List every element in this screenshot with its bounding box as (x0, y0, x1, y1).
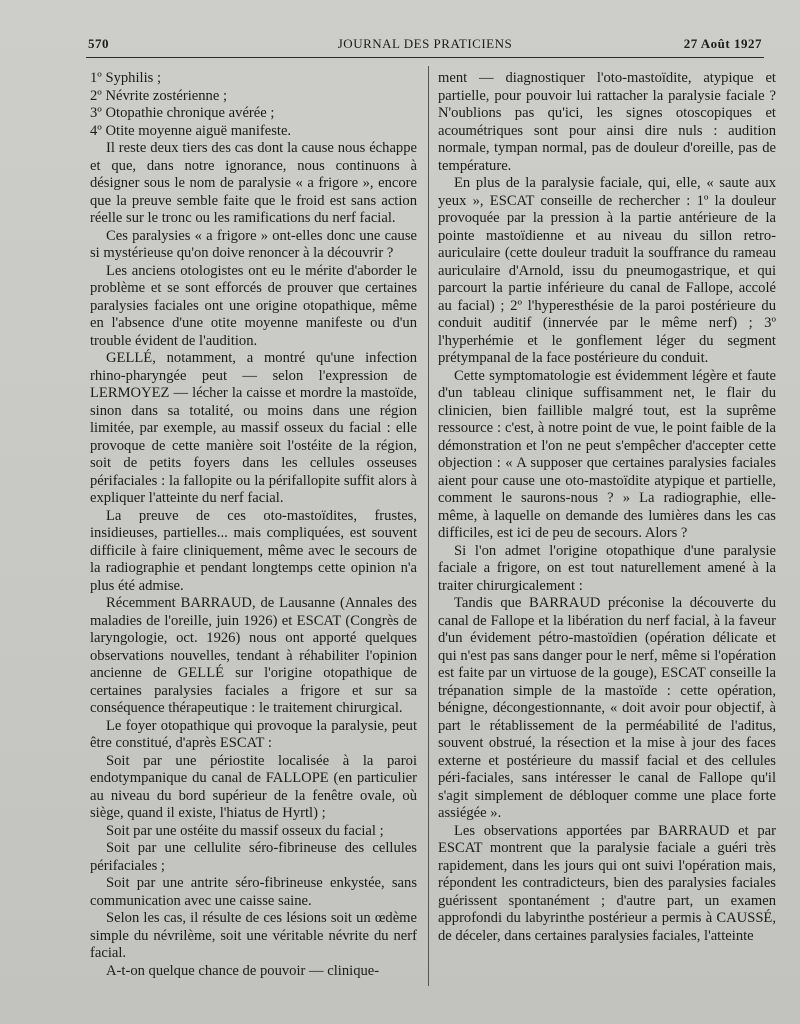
paragraph: Cette symptomatologie est évidemment légère et faute d'un tableau clinique suffisamment net, le flair du clinicien, bien faillible malgré tout, est la suprême ressource : c'est, à notre point de vue, le point faible de la démonstration et l'on ne peut s'empêcher d'accepter cette objection : « A supposer que certaines paralysies faciales aient pour cause une oto-mastoïdite atypique et partielle, comment le saurons-nous ? » La radiographie, elle-même, à laquelle on demande des lumières dans les cas difficiles, est ici de peu de secours. Alors ? (438, 367, 776, 541)
left-column (90, 70, 417, 980)
paragraph: Tandis que BARRAUD préconise la découverte du canal de Fallope et la libération du nerf facial, à la faveur d'un évidement pétro-mastoïdien (opération délicate et qui n'est pas sans danger pour le nerf, même si l'opération est faite par un virtuose de la gouge), ESCAT conseille la trépanation simple de la mastoïde : cette opération, bénigne, décongestionnante, « doit avoir pour objectif, à part le rétablissement de la perméabilité de l'aditus, souvent obstrué, la résection et la mise à jour des faces externe et postérieure du massif facial et des cellules péri-faciales, sans intéresser le canal de Fallope qu'il s'agit simplement de débloquer comme une place forte assiégée ». (438, 595, 776, 821)
paragraph: La preuve de ces oto-mastoïdites, frustes, insidieuses, partielles... mais compliquées, est souvent difficile à faire cliniquement, même avec le secours de la radiographie et pendant longtemps cette opinion n'a plus été admise. (90, 507, 417, 594)
paragraph: Les observations apportées par BARRAUD et par ESCAT montrent que la paralysie faciale a guéri très rapidement, dans les jours qui ont suivi l'opération mais, répondent les contradicteurs, bien des paralysies faciales guérissent spontanément ; d'autre part, un examen approfondi du labyrinthe postérieur a permis à CAUSSÉ, de déceler, dans certaines paralysies faciales, l'atteinte (438, 822, 776, 944)
column-divider (428, 66, 429, 986)
paragraph: Ces paralysies « a frigore » ont-elles donc une cause si mystérieuse qu'on doive renoncer à la découvrir ? (90, 227, 417, 261)
paragraph: GELLÉ, notamment, a montré qu'une infection rhino-pharyngée peut — selon l'expression de LERMOYEZ — lécher la caisse et mordre la mastoïde, sinon dans sa totalité, ou moins dans une région limitée, par exemple, au massif osseux du facial : elle provoque de cette manière soit l'ostéite de la région, soit de petits foyers dans les cellules osseuses périfaciales : la fallopite ou la périfallopite suffit alors à expliquer l'atteinte du nerf facial. (90, 350, 417, 506)
list-item: 3º Otopathie chronique avérée ; (90, 105, 275, 121)
list-item: 1º Syphilis ; (90, 70, 162, 86)
paragraph-continued: ment — diagnostiquer l'oto-mastoïdite, atypique et partielle, pour pouvoir lui rattacher la paralysie faciale ? N'oublions pas qu'ici, les signes otoscopiques et acoumétriques sont pour ainsi dire nuls : audition normale, tympan normal, pas de douleur d'oreille, pas de température. (438, 70, 776, 174)
page-number: 570 (88, 36, 109, 51)
right-column (438, 70, 776, 945)
journal-title: JOURNAL DES PRATICIENS (337, 36, 513, 51)
issue-date: 27 Août 1927 (683, 36, 762, 51)
header-rule (86, 57, 764, 58)
list-item: 2º Névrite zostérienne ; (90, 87, 228, 104)
paragraph: En plus de la paralysie faciale, qui, elle, « saute aux yeux », ESCAT conseille de rechercher : 1º la douleur provoquée par la pression à la partie antérieure de la pointe mastoïdienne et au niveau du sillon retro-auriculaire (cette douleur traduit la souffrance du rameau auriculaire d'Arnold, issu du pneumogastrique, et qui parcourt la partie inférieure du canal de Fallope, accolé au facial) ; 2º l'hyperesthésie de la paroi postérieure du conduit auditif (innervée par le même nerf) ; 3º l'hyperhémie et le gonflement léger du segment prétympanal de la face postérieure du conduit. (438, 175, 776, 366)
paragraph: Le foyer otopathique qui provoque la paralysie, peut être constitué, d'après ESCAT : (90, 717, 417, 751)
paragraph: Soit par une périostite localisée à la paroi endotympanique du canal de FALLOPE (en particulier au niveau du bord supérieur de la fenêtre ovale, où siège, quand il existe, l'hiatus de Hyrtl) ; (90, 752, 417, 821)
running-header (88, 36, 762, 58)
paragraph: A-t-on quelque chance de pouvoir — clinique- (106, 962, 380, 979)
paragraph: Soit par une cellulite séro-fibrineuse des cellules périfaciales ; (90, 840, 417, 874)
paragraph: Soit par une antrite séro-fibrineuse enkystée, sans communication avec une caisse saine. (90, 875, 417, 909)
paragraph: Si l'on admet l'origine otopathique d'une paralysie faciale a frigore, on est tout naturellement amené à la traiter chirurgicalement : (438, 542, 776, 594)
paragraph: Les anciens otologistes ont eu le mérite d'aborder le problème et se sont efforcés de prouver que certaines paralysies faciales ont une origine otopathique, même en l'absence d'une otite moyenne manifeste ou d'un trouble évident de l'audition. (90, 262, 417, 349)
list-item: 4º Otite moyenne aiguë manifeste. (90, 122, 292, 139)
paragraph: Récemment BARRAUD, de Lausanne (Annales des maladies de l'oreille, juin 1926) et ESCAT (Congrès de laryngologie, oct. 1926) nous ont apporté quelques observations nouvelles, tendant à réhabiliter l'opinion ancienne de GELLÉ sur l'origine otopathique de certaines paralysies faciales a frigore et sur sa conséquence thérapeutique : le traitement chirurgical. (90, 595, 417, 716)
paragraph: Soit par une ostéite du massif osseux du facial ; (106, 822, 384, 839)
paragraph: Il reste deux tiers des cas dont la cause nous échappe et que, dans notre ignorance, nous continuons à désigner sous le nom de paralysie « a frigore », encore que la preuve semble faite que le froid est sans action réelle sur le tronc ou les ramifications du nerf facial. (90, 140, 417, 226)
paragraph: Selon les cas, il résulte de ces lésions soit un œdème simple du névrilème, soit une véritable névrite du nerf facial. (90, 910, 417, 961)
